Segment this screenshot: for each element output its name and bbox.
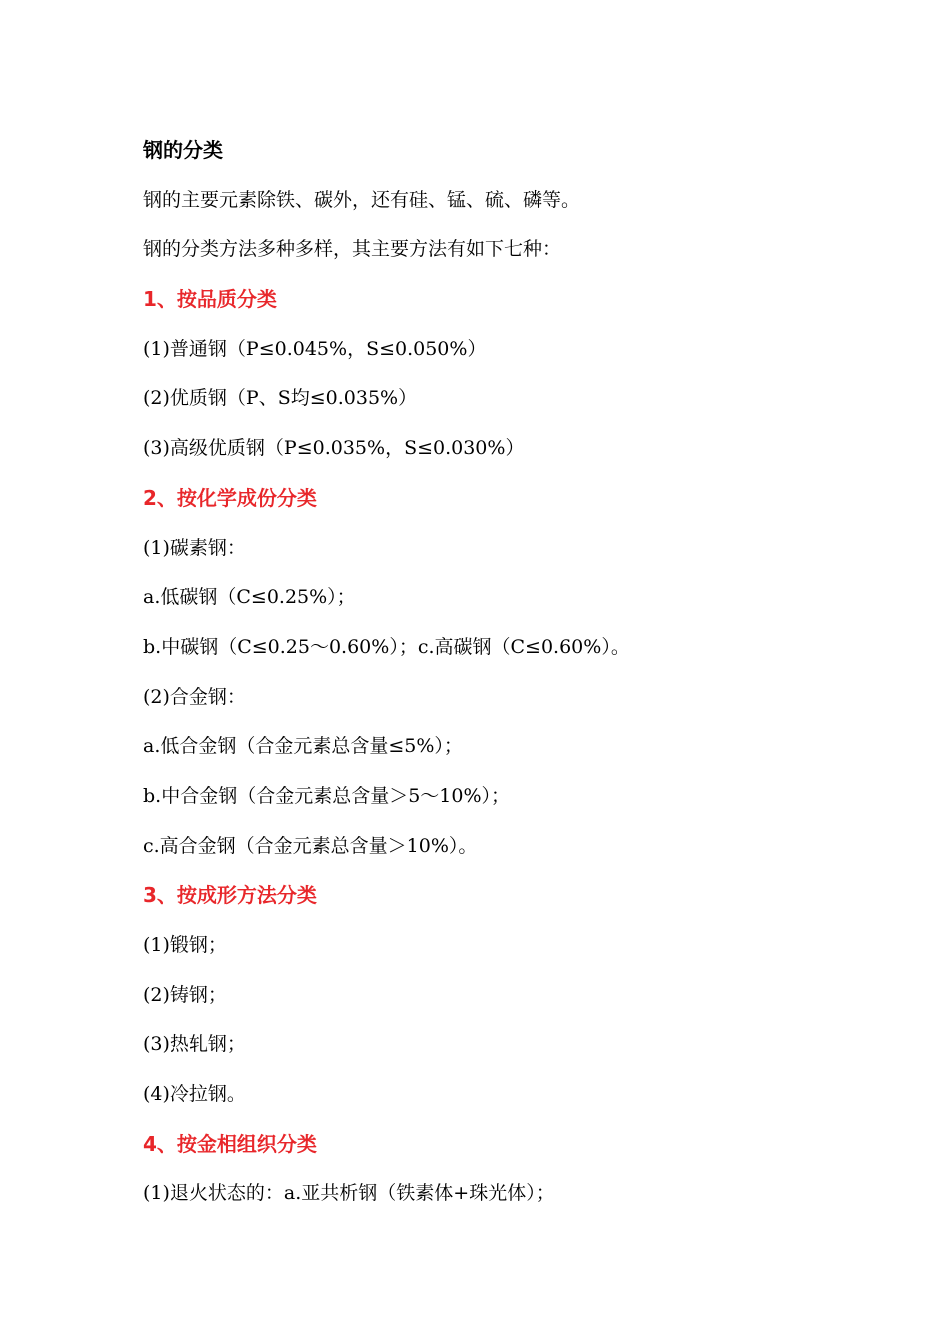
paragraph-line: b.中碳钢（C≤0.25～0.60%）；c.高碳钢（C≤0.60%）。 (143, 635, 630, 658)
paragraph-line: (1)锻钢； (143, 934, 227, 956)
paragraph-line: (2)合金钢： (143, 685, 246, 708)
paragraph-line: a.低合金钢（合金元素总含量≤5%）； (143, 735, 463, 758)
paragraph-line: (1)碳素钢： (143, 536, 246, 559)
paragraph-line: 钢的主要元素除铁、碳外，还有硅、锰、硫、磷等。 (143, 188, 581, 211)
paragraph-line: (2)铸钢； (143, 983, 227, 1006)
paragraph-line: c.高合金钢（合金元素总含量＞10%）。 (143, 834, 478, 857)
section-heading: 3、按成形方法分类 (143, 883, 317, 908)
paragraph-line: (3)高级优质钢（P≤0.035%，S≤0.030%） (143, 437, 525, 460)
document-body (143, 132, 843, 1225)
paragraph-line: b.中合金钢（合金元素总含量＞5～10%）； (143, 784, 511, 807)
section-heading: 1、按品质分类 (143, 287, 277, 312)
section-heading: 4、按金相组织分类 (143, 1131, 317, 1156)
paragraph-line: a.低碳钢（C≤0.25%）； (143, 586, 356, 609)
paragraph-line: (1)退火状态的：a.亚共析钢（铁素体+珠光体）； (143, 1182, 555, 1205)
paragraph-line: (1)普通钢（P≤0.045%，S≤0.050%） (143, 337, 487, 360)
paragraph-line: (4)冷拉钢。 (143, 1083, 246, 1106)
paragraph-line: 钢的分类方法多种多样，其主要方法有如下七种： (143, 238, 562, 261)
section-heading: 2、按化学成份分类 (143, 485, 317, 510)
document-title: 钢的分类 (143, 138, 223, 162)
paragraph-line: (2)优质钢（P、S均≤0.035%） (143, 387, 418, 410)
paragraph-line: (3)热轧钢； (143, 1033, 246, 1056)
paragraph-list (143, 182, 843, 1225)
